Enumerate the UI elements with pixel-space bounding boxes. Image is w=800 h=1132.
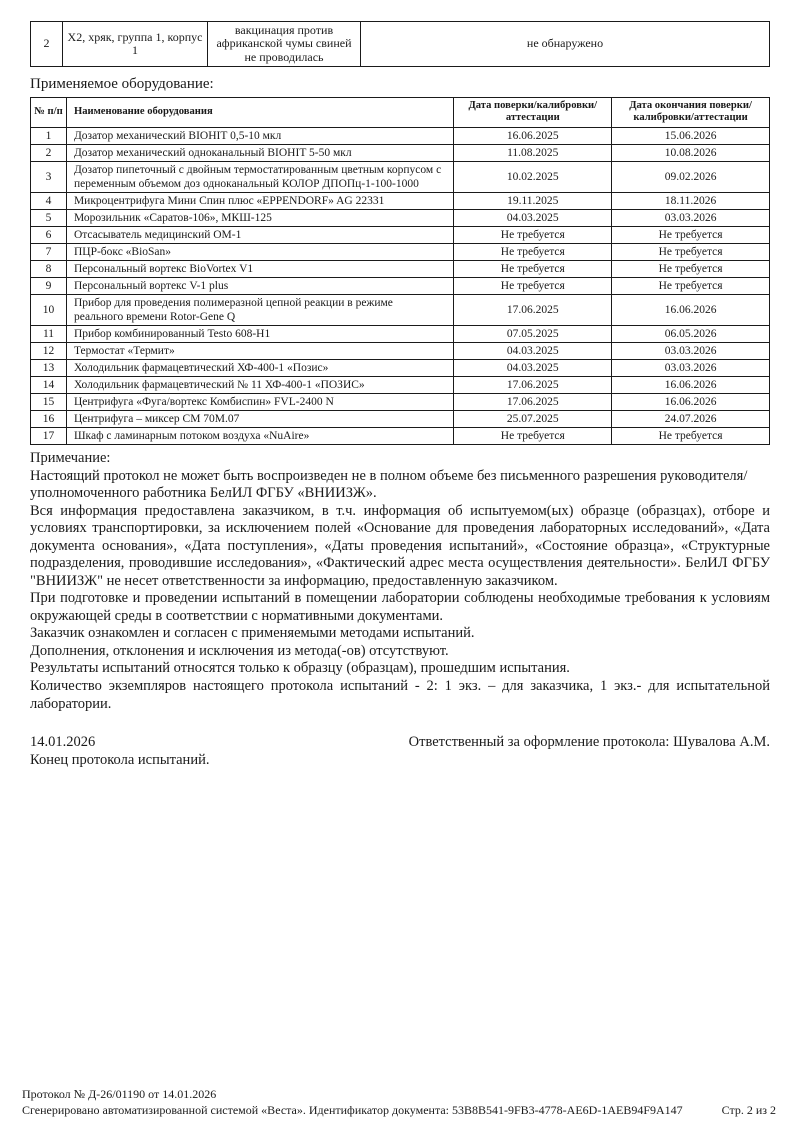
verification-date: 17.06.2025	[454, 377, 612, 394]
verification-end-date: 15.06.2026	[612, 127, 770, 144]
note-paragraph: Настоящий протокол не может быть воспроизведен не в полном объеме без письменного разрешения руководителя/уполномоченного работника БелИЛ ФГБУ «ВНИИЗЖ».	[30, 467, 748, 502]
equipment-row	[31, 294, 770, 325]
verification-date: Не требуется	[454, 428, 612, 445]
equipment-row	[31, 428, 770, 445]
verification-end-date: 03.03.2026	[612, 360, 770, 377]
row-number: 8	[31, 260, 67, 277]
row-number: 4	[31, 192, 67, 209]
equipment-name: Шкаф с ламинарным потоком воздуха «NuAire»	[66, 428, 453, 445]
equipment-name: Прибор комбинированный Testo 608-H1	[66, 326, 453, 343]
verification-date: 04.03.2025	[454, 360, 612, 377]
footer-protocol-number: Протокол № Д-26/01190 от 14.01.2026	[22, 1086, 217, 1101]
verification-date: Не требуется	[454, 226, 612, 243]
row-number: 6	[31, 226, 67, 243]
equipment-name: Термостат «Термит»	[66, 343, 453, 360]
equipment-row	[31, 343, 770, 360]
note-paragraph: Количество экземпляров настоящего протокола испытаний - 2: 1 экз. – для заказчика, 1 экз.- для испытательной лаборатории.	[30, 678, 770, 712]
equipment-row	[31, 360, 770, 377]
verification-end-date: 16.06.2026	[612, 377, 770, 394]
row-number: 9	[31, 277, 67, 294]
col-header-verification-date: Дата поверки/калибровки/аттестации	[454, 97, 612, 127]
test-result: не обнаружено	[361, 22, 770, 67]
verification-date: 17.06.2025	[454, 294, 612, 325]
verification-end-date: 24.07.2026	[612, 411, 770, 428]
verification-end-date: 16.06.2026	[612, 394, 770, 411]
verification-end-date: 10.08.2026	[612, 144, 770, 161]
row-number: 3	[31, 161, 67, 192]
equipment-table-header	[31, 97, 770, 127]
verification-end-date: 06.05.2026	[612, 326, 770, 343]
equipment-name: ПЦР-бокс «BioSan»	[66, 243, 453, 260]
note-paragraph: Результаты испытаний относятся только к образцу (образцам), прошедшим испытания.	[30, 660, 570, 677]
equipment-row	[31, 209, 770, 226]
notes-label: Примечание:	[30, 450, 111, 467]
equipment-row	[31, 127, 770, 144]
equipment-row	[31, 377, 770, 394]
row-number: 14	[31, 377, 67, 394]
equipment-row	[31, 260, 770, 277]
verification-date: 25.07.2025	[454, 411, 612, 428]
equipment-row	[31, 144, 770, 161]
row-number: 13	[31, 360, 67, 377]
verification-end-date: 18.11.2026	[612, 192, 770, 209]
row-number: 17	[31, 428, 67, 445]
verification-date: Не требуется	[454, 277, 612, 294]
verification-end-date: 03.03.2026	[612, 343, 770, 360]
equipment-row	[31, 277, 770, 294]
row-number: 7	[31, 243, 67, 260]
verification-end-date: 16.06.2026	[612, 294, 770, 325]
verification-date: Не требуется	[454, 243, 612, 260]
row-number: 1	[31, 127, 67, 144]
verification-end-date: Не требуется	[612, 428, 770, 445]
verification-end-date: Не требуется	[612, 260, 770, 277]
result-row	[31, 22, 770, 67]
verification-date: Не требуется	[454, 260, 612, 277]
notes-section	[30, 450, 770, 713]
note-paragraph: Дополнения, отклонения и исключения из метода(-ов) отсутствуют.	[30, 642, 449, 659]
verification-end-date: 09.02.2026	[612, 161, 770, 192]
equipment-name: Персональный вортекс V-1 plus	[66, 277, 453, 294]
equipment-name: Дозатор механический одноканальный BIOHIT 5-50 мкл	[66, 144, 453, 161]
vaccination-info: вакцинация против африканской чумы свиней не проводилась	[208, 22, 361, 67]
verification-end-date: Не требуется	[612, 226, 770, 243]
verification-end-date: 03.03.2026	[612, 209, 770, 226]
equipment-name: Микроцентрифуга Мини Спин плюс «EPPENDORF» AG 22331	[66, 192, 453, 209]
end-of-protocol: Конец протокола испытаний.	[30, 751, 210, 768]
verification-date: 19.11.2025	[454, 192, 612, 209]
equipment-name: Прибор для проведения полимеразной цепной реакции в режиме реального времени Rotor-Gene Q	[66, 294, 453, 325]
row-number: 11	[31, 326, 67, 343]
row-number: 15	[31, 394, 67, 411]
footer-page-number: Стр. 2 из 2	[721, 1102, 776, 1117]
verification-end-date: Не требуется	[612, 243, 770, 260]
row-number: 2	[31, 144, 67, 161]
verification-end-date: Не требуется	[612, 277, 770, 294]
equipment-row	[31, 326, 770, 343]
page-footer	[22, 1086, 776, 1118]
row-number: 2	[31, 22, 63, 67]
equipment-name: Дозатор механический BIOHIT 0,5-10 мкл	[66, 127, 453, 144]
equipment-name: Центрифуга – миксер СМ 70М.07	[66, 411, 453, 428]
col-header-equipment-name: Наименование оборудования	[66, 97, 453, 127]
note-paragraph: Вся информация предоставлена заказчиком, в т.ч. информация об испытуемом(ых) образце (образцах), отборе и условиях транспортировки, за исключением полей «Основание для проведения лабораторных исследований», «Дата документа основания», «Дата поступления», «Даты проведения испытаний», «Состояние образца», «Структурные подразделения, проводившие исследования», «Фактический адрес места осуществления деятельности». БелИЛ ФГБУ "ВНИИЗЖ" не несет ответственности за информацию, предоставленную заказчиком.	[30, 502, 770, 589]
verification-date: 07.05.2025	[454, 326, 612, 343]
col-header-expiry-date: Дата окончания поверки/калибровки/аттестации	[612, 97, 770, 127]
equipment-row	[31, 192, 770, 209]
row-number: 16	[31, 411, 67, 428]
footer-generated-info: Сгенерировано автоматизированной системой «Веста». Идентификатор документа: 53B8B541-9FB3-4778-AE6D-1AEB94F9A147	[22, 1102, 683, 1117]
verification-date: 04.03.2025	[454, 209, 612, 226]
responsible-person: Ответственный за оформление протокола: Шувалова А.М.	[408, 734, 770, 751]
top-results-table	[30, 21, 770, 67]
equipment-table-body	[31, 127, 770, 444]
equipment-heading: Применяемое оборудование:	[30, 76, 214, 93]
row-number: 5	[31, 209, 67, 226]
verification-date: 16.06.2025	[454, 127, 612, 144]
equipment-name: Персональный вортекс BioVortex V1	[66, 260, 453, 277]
col-header-number: № п/п	[31, 97, 67, 127]
verification-date: 11.08.2025	[454, 144, 612, 161]
equipment-name: Дозатор пипеточный с двойным термостатированным цветным корпусом с переменным объемом доз одноканальный КОЛОР ДПОПц-1-100-1000	[66, 161, 453, 192]
equipment-row	[31, 243, 770, 260]
row-number: 12	[31, 343, 67, 360]
row-number: 10	[31, 294, 67, 325]
equipment-name: Центрифуга «Фуга/вортекс Комбиспин» FVL-2400 N	[66, 394, 453, 411]
verification-date: 04.03.2025	[454, 343, 612, 360]
equipment-row	[31, 161, 770, 192]
equipment-row	[31, 411, 770, 428]
sample-description: Х2, хряк, группа 1, корпус 1	[63, 22, 208, 67]
signoff-date: 14.01.2026	[30, 734, 96, 751]
equipment-table	[30, 97, 770, 445]
verification-date: 17.06.2025	[454, 394, 612, 411]
signoff-row	[30, 734, 770, 752]
equipment-name: Морозильник «Саратов-106», МКШ-125	[66, 209, 453, 226]
note-paragraph: Заказчик ознакомлен и согласен с применяемыми методами испытаний.	[30, 625, 475, 642]
equipment-row	[31, 394, 770, 411]
equipment-name: Отсасыватель медицинский ОМ-1	[66, 226, 453, 243]
equipment-name: Холодильник фармацевтический ХФ-400-1 «Позис»	[66, 360, 453, 377]
verification-date: 10.02.2025	[454, 161, 612, 192]
note-paragraph: При подготовке и проведении испытаний в помещении лаборатории соблюдены необходимые требования к условиям окружающей среды в соответствии с нормативными документами.	[30, 590, 770, 624]
equipment-row	[31, 226, 770, 243]
equipment-name: Холодильник фармацевтический № 11 ХФ-400-1 «ПОЗИС»	[66, 377, 453, 394]
